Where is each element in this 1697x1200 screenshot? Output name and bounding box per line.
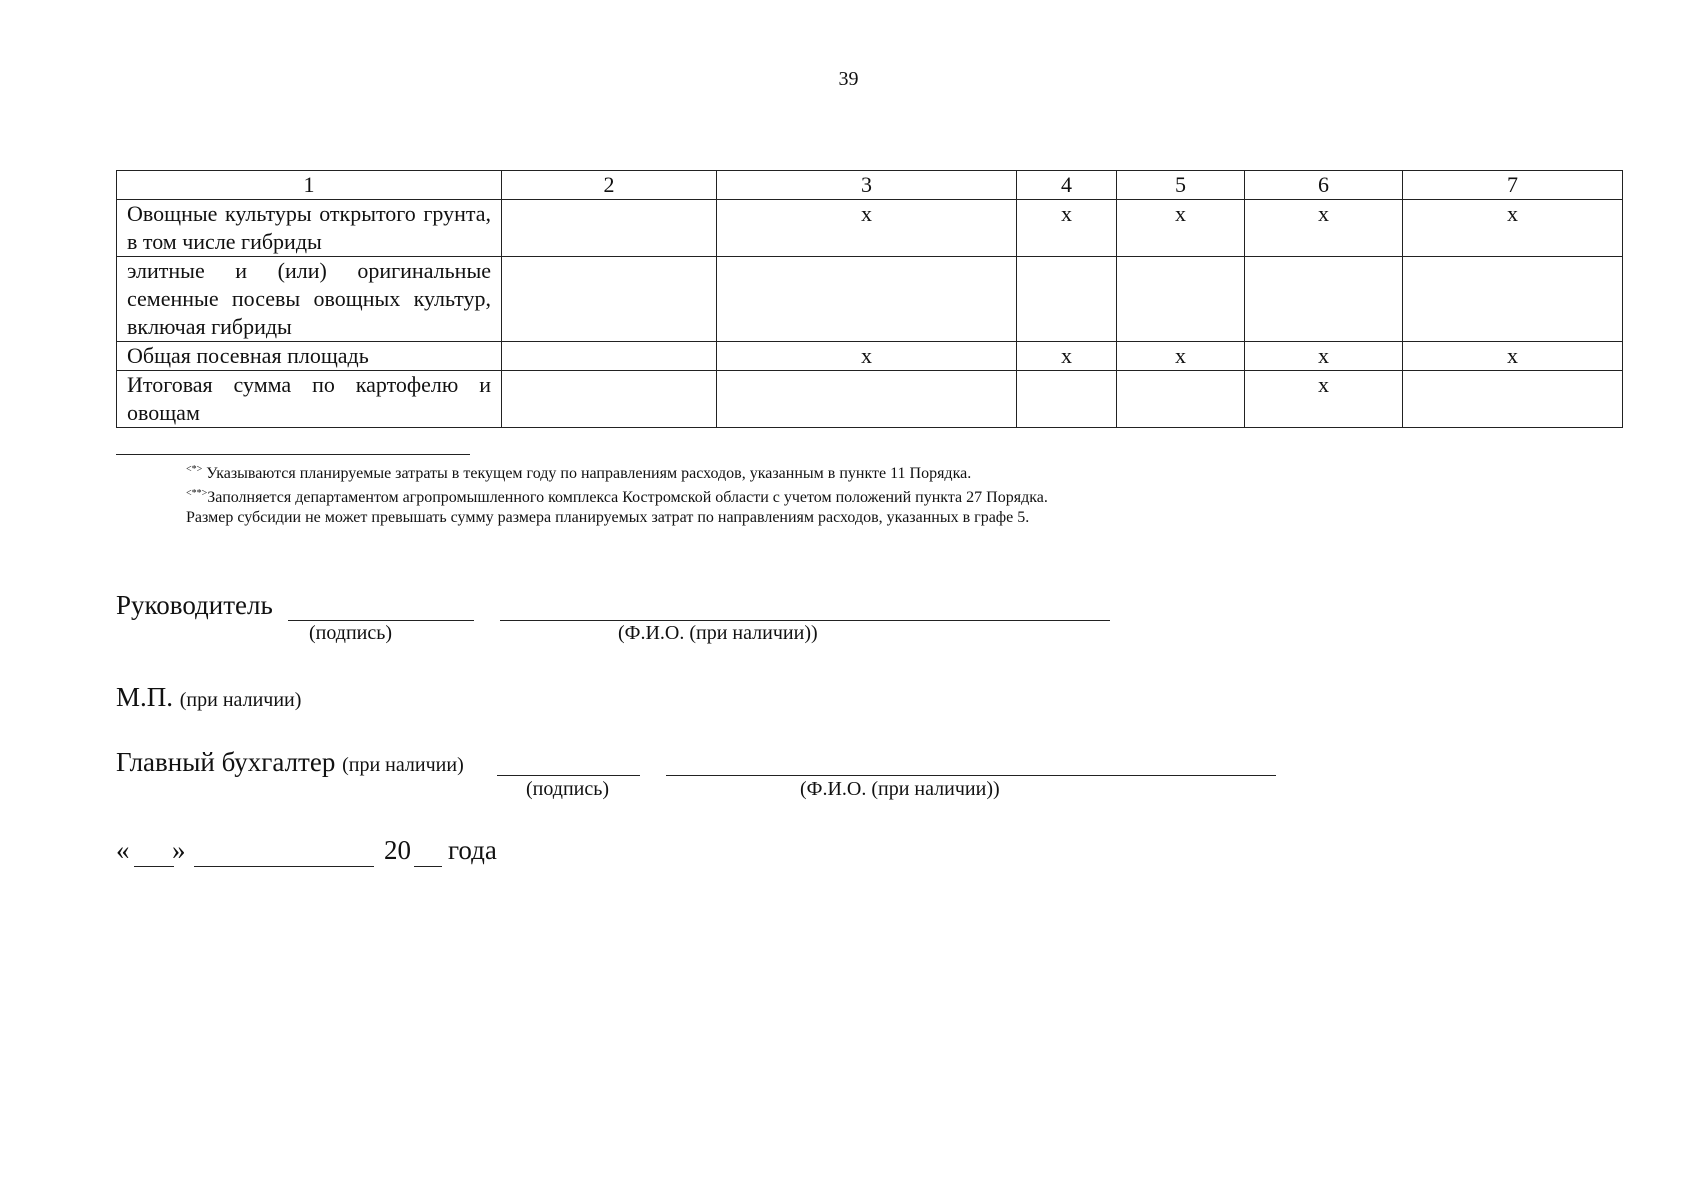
table-cell <box>502 342 717 371</box>
table-header-cell: 1 <box>117 171 502 200</box>
footnotes <box>186 460 1048 528</box>
row-label: Овощные культуры открытого грунта, в том числе гибриды <box>117 200 502 257</box>
table-cell <box>1245 257 1403 342</box>
accountant-name-blank <box>666 775 1276 776</box>
accountant-signature-blank <box>497 775 640 776</box>
table-cell: х <box>1245 342 1403 371</box>
footnote-separator <box>116 454 470 455</box>
table-cell: х <box>1117 200 1245 257</box>
subsidy-table <box>116 170 1623 428</box>
head-signature-line <box>116 590 273 621</box>
seal-note: (при наличии) <box>179 689 302 711</box>
footnote-mark: <*> <box>186 464 203 475</box>
footnote-mark: <**> <box>186 488 208 499</box>
seal-line <box>116 682 301 713</box>
date-close-quote: » <box>172 835 186 865</box>
table-cell <box>502 371 717 428</box>
accountant-label: Главный бухгалтер <box>116 747 336 777</box>
table-row <box>117 371 1623 428</box>
table-cell <box>717 371 1017 428</box>
table-cell <box>1017 371 1117 428</box>
table-cell <box>1117 371 1245 428</box>
head-signature-caption: (подпись) <box>309 622 393 644</box>
table-cell: х <box>1403 342 1623 371</box>
table-cell: х <box>1245 371 1403 428</box>
table-header-cell: 2 <box>502 171 717 200</box>
table-cell: х <box>1403 200 1623 257</box>
table-cell <box>502 257 717 342</box>
table-cell: х <box>717 342 1017 371</box>
footnote-text: Указываются планируемые затраты в текущем году по направлениям расходов, указанным в пункте 11 Порядка. <box>202 465 972 482</box>
table-header-cell: 6 <box>1245 171 1403 200</box>
table-cell <box>1017 257 1117 342</box>
accountant-signature-caption: (подпись) <box>526 778 610 800</box>
table-cell <box>1403 257 1623 342</box>
footnote <box>186 460 1048 484</box>
footnote-text: Размер субсидии не может превышать сумму размера планируемых затрат по направлениям расходов, указанных в графе 5. <box>186 509 1030 526</box>
footnote <box>186 484 1048 508</box>
table-cell <box>502 200 717 257</box>
footnote-text: Заполняется департаментом агропромышленного комплекса Костромской области с учетом положений пункта 27 Порядка. <box>207 489 1048 506</box>
row-label: Общая посевная площадь <box>117 342 502 371</box>
table-row <box>117 200 1623 257</box>
row-label: элитные и (или) оригинальные семенные посевы овощных культур, включая гибриды <box>117 257 502 342</box>
head-label: Руководитель <box>116 590 273 620</box>
date-year-prefix: 20 <box>384 835 411 865</box>
accountant-name-caption: (Ф.И.О. (при наличии)) <box>800 778 1000 800</box>
table-header-cell: 3 <box>717 171 1017 200</box>
table-cell <box>717 257 1017 342</box>
footnote <box>186 508 1048 528</box>
head-signature-blank <box>288 620 474 621</box>
table-header-cell: 7 <box>1403 171 1623 200</box>
date-month-blank <box>194 866 374 867</box>
accountant-note: (при наличии) <box>342 754 464 776</box>
table-cell: х <box>1245 200 1403 257</box>
table-row <box>117 342 1623 371</box>
table-cell: х <box>717 200 1017 257</box>
row-label: Итоговая сумма по картофелю и овощам <box>117 371 502 428</box>
date-suffix: года <box>448 835 497 865</box>
table-row <box>117 257 1623 342</box>
page-number: 39 <box>838 68 859 90</box>
seal-label: М.П. <box>116 682 174 712</box>
accountant-signature-line <box>116 747 464 778</box>
date-day-blank <box>134 866 174 867</box>
table-header-cell: 5 <box>1117 171 1245 200</box>
head-name-caption: (Ф.И.О. (при наличии)) <box>618 622 818 644</box>
table-cell: х <box>1017 342 1117 371</box>
table-header-row <box>117 171 1623 200</box>
table-cell: х <box>1017 200 1117 257</box>
table-cell <box>1403 371 1623 428</box>
head-name-blank <box>500 620 1110 621</box>
date-year-blank <box>414 866 442 867</box>
table-cell: х <box>1117 342 1245 371</box>
date-open-quote: « <box>116 835 130 865</box>
table-header-cell: 4 <box>1017 171 1117 200</box>
table-cell <box>1117 257 1245 342</box>
